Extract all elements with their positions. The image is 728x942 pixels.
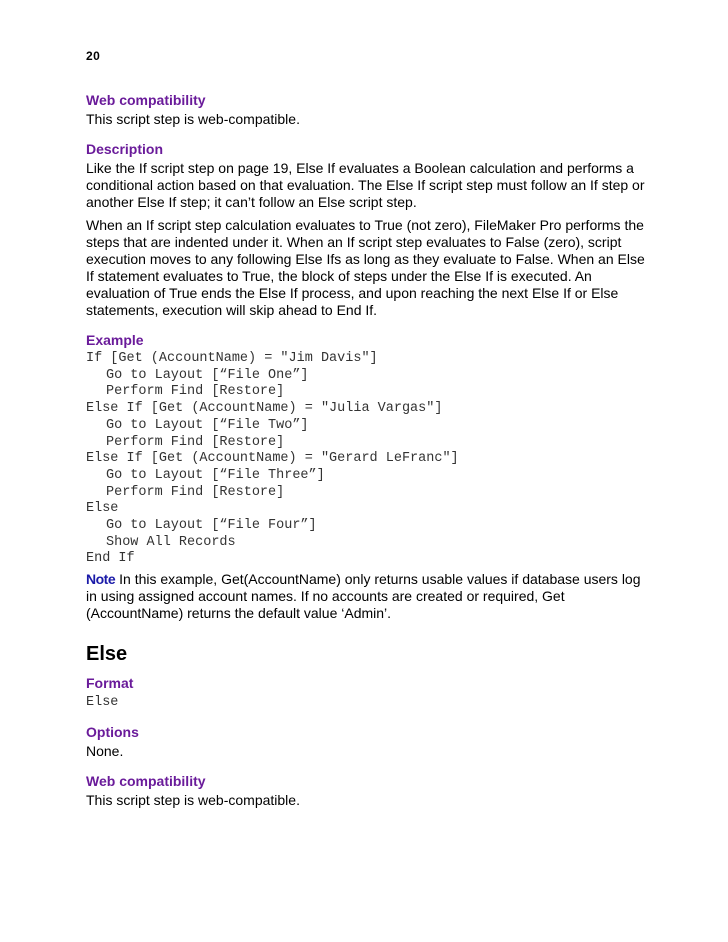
example-code-block	[86, 351, 646, 568]
example-code-line: Go to Layout [“File Four”]	[106, 518, 317, 534]
description-paragraph-1: Like the If script step on page 19, Else If evaluates a Boolean calculation and performs a conditional action based on that evaluation. The Else If script step must follow an If step or another Else If step; it can’t follow an Else script step.	[86, 160, 645, 210]
options-value: None.	[86, 743, 124, 760]
description-paragraph-2: When an If script step calculation evaluates to True (not zero), FileMaker Pro performs the steps that are indented under it. When an If script step evaluates to False (zero), script execution moves to any following Else Ifs as long as they evaluate to False. When an Else If statement evaluates to True, the block of steps under the Else If is executed. An evaluation of True ends the Else If process, and upon reaching the next Else If or Else statements, execution will skip ahead to End If.	[86, 217, 645, 318]
example-code-line: Perform Find [Restore]	[106, 434, 285, 450]
options-heading: Options	[86, 724, 139, 741]
example-code-line: Go to Layout [“File Three”]	[106, 467, 325, 483]
example-code-line: End If	[86, 551, 135, 567]
example-heading: Example	[86, 332, 144, 348]
page-number: 20	[86, 49, 101, 63]
else-web-compatibility-heading: Web compatibility	[86, 773, 206, 790]
example-code-line: Go to Layout [“File Two”]	[106, 417, 309, 433]
example-code-line: Else If [Get (AccountName) = "Gerard LeFranc"]	[86, 451, 459, 467]
example-code-line: Show All Records	[106, 534, 236, 550]
note-paragraph	[86, 571, 646, 622]
format-heading: Format	[86, 675, 134, 692]
example-code-line: Else	[86, 501, 119, 517]
description-heading: Description	[86, 141, 164, 157]
example-code-line: Perform Find [Restore]	[106, 484, 285, 500]
example-code-line: Else If [Get (AccountName) = "Julia Vargas"]	[86, 401, 443, 417]
note-label: Note	[86, 571, 116, 588]
format-value: Else	[86, 695, 119, 711]
page-content	[86, 91, 646, 815]
web-compatibility-heading: Web compatibility	[86, 92, 206, 108]
example-code-line: Go to Layout [“File One”]	[106, 367, 309, 383]
example-code-line: Perform Find [Restore]	[106, 384, 285, 400]
example-code-line: If [Get (AccountName) = "Jim Davis"]	[86, 351, 378, 366]
else-web-compatibility-text: This script step is web-compatible.	[86, 792, 300, 809]
else-section-title: Else	[86, 643, 128, 666]
note-text: In this example, Get(AccountName) only returns usable values if database users log in using assigned account names. If no accounts are created or required, Get (AccountName) returns the default value ‘Admin’.	[86, 571, 641, 622]
web-compatibility-text: This script step is web-compatible.	[86, 111, 300, 127]
